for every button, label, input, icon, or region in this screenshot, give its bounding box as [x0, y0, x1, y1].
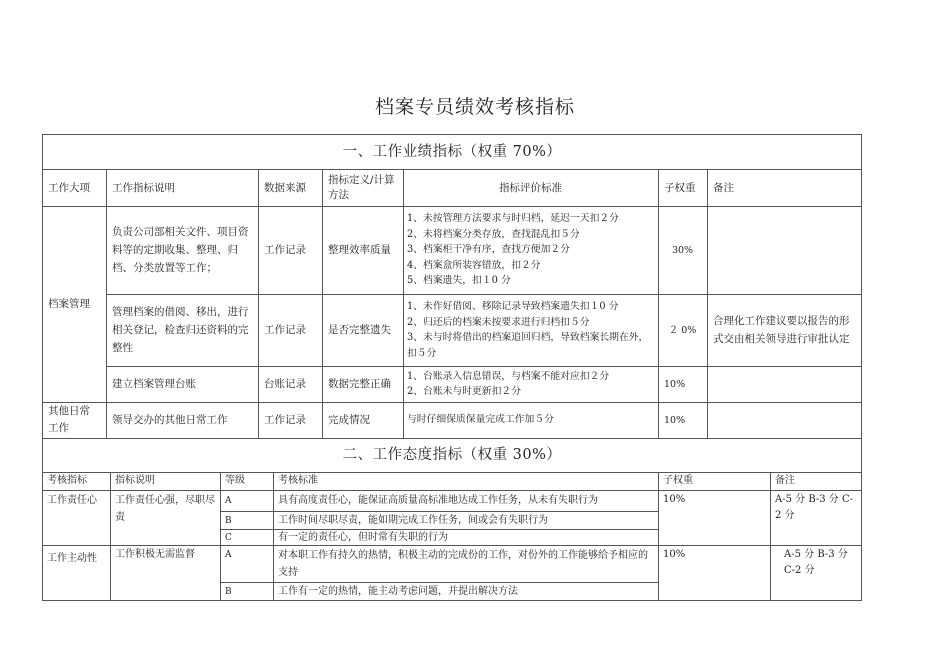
header-source: 数据来源	[264, 181, 306, 194]
other-criteria: 与时仔细保质保量完成工作加５分	[407, 414, 554, 426]
row3-weight: 10%	[664, 378, 686, 390]
row2-definition: 是否完整遗失	[328, 324, 391, 336]
page-title: 档案专员绩效考核指标	[374, 96, 575, 118]
row3-criteria	[403, 366, 658, 402]
rule	[861, 134, 862, 472]
header-sub-weight: 子权重	[663, 475, 693, 486]
header-grade: 等级	[225, 475, 245, 486]
criterion: 1、未作好借阅、移除记录导致档案遗失扣１0 分	[407, 301, 619, 312]
other-source: 工作记录	[264, 414, 306, 426]
header-description: 工作指标说明	[112, 181, 175, 194]
standard-text: 有一定的责任心，但时常有失职的行为	[278, 531, 448, 543]
criterion: 3、档案柜干净有序，查找方便加２分	[407, 244, 570, 256]
grade-b: B	[225, 515, 232, 526]
category-other-daily-work: 其他日常工作	[48, 405, 90, 434]
grade-a: A	[225, 550, 232, 560]
criterion: 2、台账未与时更新扣２分	[407, 386, 521, 397]
standard-text: 具有高度责任心，能保证高质量高标准地达成工作任务，从未有失职行为	[278, 495, 598, 506]
indicator-initiative-description: 工作积极无需监督	[115, 549, 195, 560]
row3-source: 台账记录	[264, 378, 306, 390]
indicator-initiative: 工作主动性	[47, 553, 97, 564]
criterion: 1、未按管理方法要求与时归档，延迟一天扣２分	[407, 213, 619, 225]
header-indicator-description: 指标说明	[115, 475, 155, 486]
criterion: 2、未将档案分类存放，查找混乱扣５分	[407, 228, 580, 240]
row2-weight: ２ 0%	[668, 324, 697, 336]
standard-text: 对本职工作有持久的热情，积极主动的完成份的工作，对份外的工作能够给予相应的支持	[278, 550, 648, 578]
standard-text: 工作有一定的热情，能主动考虑问题，并提出解决方法	[278, 585, 518, 597]
indicator-responsibility-notes: A-5 分 B-3 分 C-2 分	[775, 494, 853, 521]
standard-text: 工作时间尽职尽责，能如期完成工作任务，间或会有失职行为	[278, 514, 548, 526]
indicator-initiative-weight: 10%	[663, 549, 686, 560]
grade-c: C	[225, 532, 232, 543]
row1-weight: 30%	[671, 244, 694, 256]
section-heading-attitude: 二、工作态度指标（权重 30%）	[342, 447, 562, 463]
grade-a: A	[225, 496, 232, 506]
header-indicator: 考核指标	[47, 475, 87, 486]
indicator-responsibility-weight: 10%	[663, 494, 686, 505]
header-weight: 子权重	[664, 181, 696, 194]
row1-definition: 整理效率质量	[328, 244, 391, 256]
header-criteria: 指标评价标准	[499, 181, 562, 194]
criterion: 1、台账录入信息错误，与档案不能对应扣２分	[407, 370, 610, 382]
criterion: 2、归还后的档案未按要求进行归档扣５分	[407, 316, 590, 328]
indicator-responsibility-description: 工作责任心强，尽职尽责	[115, 495, 215, 523]
grade-b: B	[225, 586, 232, 597]
header-notes: 备注	[713, 181, 734, 194]
category-archive-management: 档案管理	[48, 298, 90, 310]
rule	[861, 472, 862, 600]
row1-source: 工作记录	[264, 244, 306, 256]
criterion: 5、档案遗失，扣１0 分	[407, 275, 511, 287]
rule	[42, 600, 862, 601]
row3-description: 建立档案管理台账	[112, 378, 196, 390]
row2-source: 工作记录	[264, 324, 306, 336]
row1-criteria	[403, 206, 658, 294]
row2-description: 管理档案的借阅、移出，进行相关登记，检查归还资料的完整性	[112, 306, 249, 354]
header-standard: 考核标准	[278, 475, 318, 486]
header-remarks: 备注	[775, 475, 795, 486]
header-category: 工作大项	[48, 181, 90, 194]
row1-description: 负责公司部相关文件、项目资料等的定期收集、整理、归档、分类放置等工作；	[112, 226, 249, 274]
row3-definition: 数据完整正确	[328, 378, 391, 390]
other-weight: 10%	[664, 414, 686, 426]
other-description: 领导交办的其他日常工作	[112, 414, 228, 426]
criterion: 3、未与时将借出的档案追回归档，导致档案长期在外，扣５分	[407, 332, 649, 359]
other-definition: 完成情况	[328, 414, 370, 426]
criterion: 4、档案盒所装容错放，扣２分	[407, 259, 541, 271]
header-definition: 指标定义/计算方法	[328, 173, 395, 201]
indicator-responsibility: 工作责任心	[47, 495, 97, 506]
indicator-initiative-notes: A-5 分 B-3 分 C-2 分	[784, 549, 848, 576]
row2-notes: 合理化工作建议要以报告的形式交由相关领导进行审批认定	[713, 315, 850, 345]
row2-criteria	[403, 294, 658, 366]
section-heading-performance: 一、工作业绩指标（权重 70%）	[342, 143, 562, 160]
